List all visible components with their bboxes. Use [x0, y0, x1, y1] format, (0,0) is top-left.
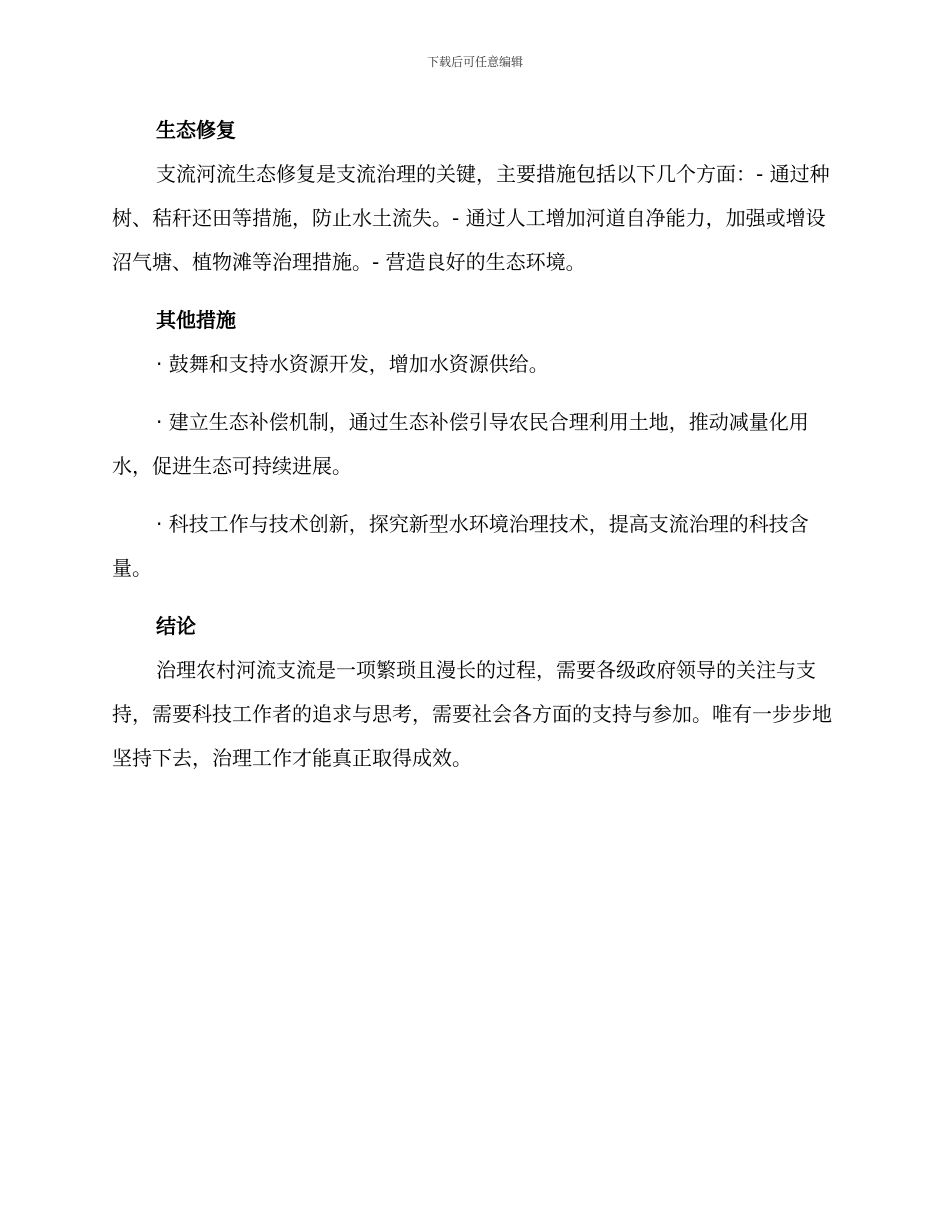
- bullet-item-eco-compensation: · 建立生态补偿机制，通过生态补偿引导农民合理利用土地，推动减量化用水，促进生态可持续进展。: [112, 410, 809, 478]
- section-heading-ecology: 生态修复: [156, 118, 236, 142]
- paragraph-ecology: 支流河流生态修复是支流治理的关键，主要措施包括以下几个方面：- 通过种树、秸秆还田等措施，防止水土流失。- 通过人工增加河道自净能力，加强或增设沼气塘、植物滩等治理措施。- 营造良好的生态环境。: [112, 162, 830, 274]
- paragraph-conclusion: 治理农村河流支流是一项繁琐且漫长的过程，需要各级政府领导的关注与支持，需要科技工作者的追求与思考，需要社会各方面的支持与参加。唯有一步步地坚持下去，治理工作才能真正取得成效。: [112, 658, 832, 770]
- section-heading-conclusion: 结论: [156, 614, 196, 638]
- bullet-item-tech-innovation: · 科技工作与技术创新，探究新型水环境治理技术，提高支流治理的科技含量。: [112, 512, 809, 580]
- document-body: [112, 108, 837, 794]
- bullet-item-water-supply: · 鼓舞和支持水资源开发，增加水资源供给。: [156, 352, 549, 376]
- page-header: 下载后可任意编辑: [426, 55, 523, 69]
- section-heading-other-measures: 其他措施: [156, 308, 236, 332]
